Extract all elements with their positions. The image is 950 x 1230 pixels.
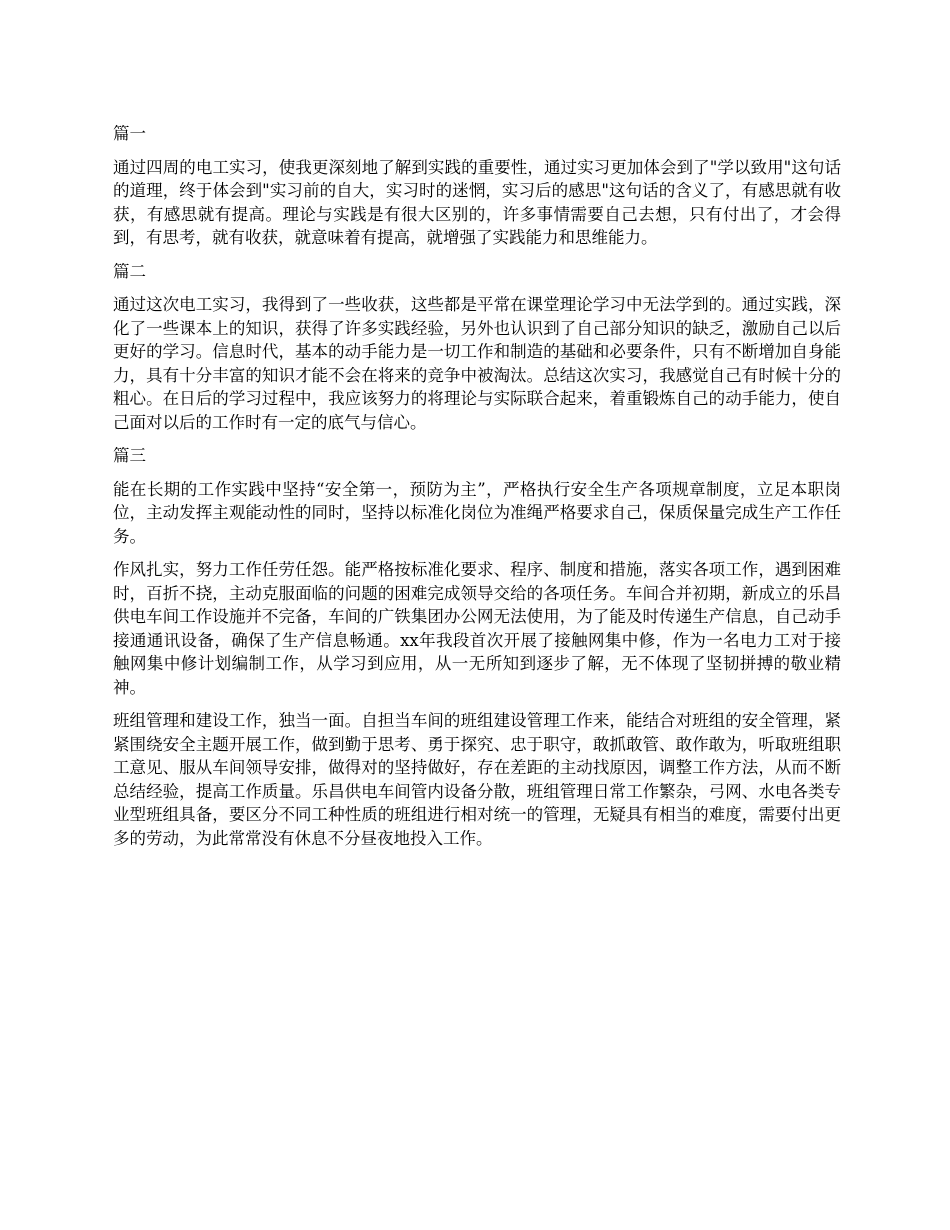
section-title-2: 篇二 (113, 261, 146, 281)
paragraph-3-3: 班组管理和建设工作，独当一面。自担当车间的班组建设管理工作来，能结合对班组的安全管理，紧紧围绕安全主题开展工作，做到勤于思考、勇于探究、忠于职守，敢抓敢管、敢作敢为，听取班组职工意见、服从车间领导安排，做得对的坚持做好，存在差距的主动找原因，调整工作方法，从而不断总结经验，提高工作质量。乐昌供电车间管内设备分散，班组管理日常工作繁杂，弓网、水电各类专业型班组具备，要区分不同工种性质的班组进行相对统一的管理，无疑具有相当的难度，需要付出更多的劳动，为此常常没有休息不分昼夜地投入工作。 (113, 711, 841, 848)
section-title-3: 篇三 (113, 446, 146, 465)
paragraph-3-2: 作风扎实，努力工作任劳任怨。能严格按标准化要求、程序、制度和措施，落实各项工作，遇到困难时，百折不挠，主动克服面临的问题的困难完成领导交给的各项任务。车间合并初期，新成立的乐昌供电车间工作设施并不完备，车间的广铁集团办公网无法使用，为了能及时传递生产信息，自己动手接通通讯设备，确保了生产信息畅通。xx年我段首次开展了接触网集中修，作为一名电力工对于接触网集中修计划编制工作，从学习到应用，从一无所知到逐步了解，无不体现了坚韧拼搏的敬业精神。 (113, 560, 841, 697)
paragraph-1-1: 通过四周的电工实习，使我更深刻地了解到实践的重要性，通过实习更加体会到了"学以致用"这句话的道理，终于体会到"实习前的自大，实习时的迷惘，实习后的感思"这句话的含义了，有感思就有收获，有感思就有提高。理论与实践是有很大区别的，许多事情需要自己去想，只有付出了，才会得到，有思考，就有收获，就意味着有提高，就增强了实践能力和思维能力。 (113, 157, 841, 247)
section-title-1: 篇一 (113, 124, 146, 143)
paragraph-2-1: 通过这次电工实习，我得到了一些收获，这些都是平常在课堂理论学习中无法学到的。通过实践，深化了一些课本上的知识，获得了许多实践经验，另外也认识到了自己部分知识的缺乏，激励自己以后更好的学习。信息时代，基本的动手能力是一切工作和制造的基础和必要条件，只有不断增加自身能力，具有十分丰富的知识才能不会在将来的竞争中被淘汰。总结这次实习，我感觉自己有时候十分的粗心。在日后的学习过程中，我应该努力的将理论与实际联合起来，着重锻炼自己的动手能力，使自己面对以后的工作时有一定的底气与信心。 (113, 295, 841, 432)
document-page (113, 122, 841, 860)
paragraph-3-1: 能在长期的工作实践中坚持“安全第一，预防为主”，严格执行安全生产各项规章制度，立足本职岗位，主动发挥主观能动性的同时，坚持以标准化岗位为准绳严格要求自己，保质保量完成生产工作任务。 (113, 479, 841, 546)
